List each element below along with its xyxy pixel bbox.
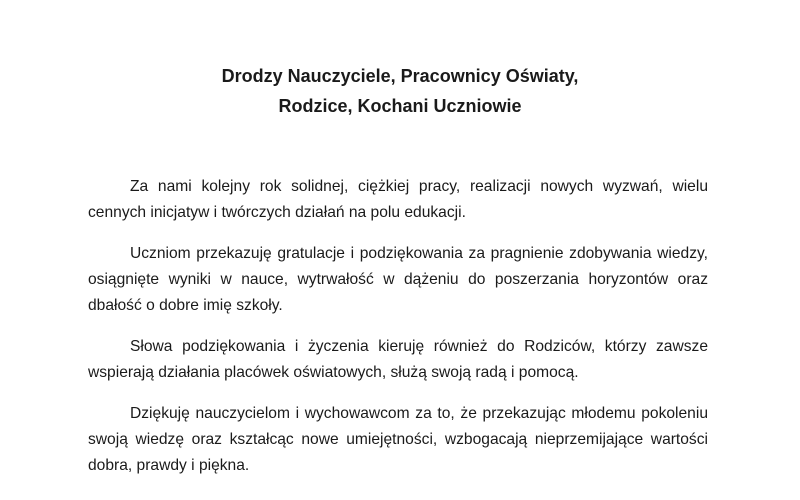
letter-body (88, 174, 708, 494)
letter-heading-line-1: Drodzy Nauczyciele, Pracownicy Oświaty, (221, 66, 579, 86)
paragraph-4: Dziękuję nauczycielom i wychowawcom za to, że przekazując młodemu pokoleniu swoją wiedzę oraz kształcąc nowe umiejętności, wzbogacają nieprzemijające wartości dobra, prawdy i piękna. (88, 405, 708, 474)
paragraph-3: Słowa podziękowania i życzenia kieruję również do Rodziców, którzy zawsze wspierają działania placówek oświatowych, służą swoją radą i pomocą. (88, 338, 708, 381)
paragraph-1: Za nami kolejny rok solidnej, ciężkiej pracy, realizacji nowych wyzwań, wielu cennych inicjatyw i twórczych działań na polu edukacji. (88, 178, 708, 221)
paragraph-2: Uczniom przekazuję gratulacje i podziękowania za pragnienie zdobywania wiedzy, osiągnięte wyniki w nauce, wytrwałość w dążeniu do poszerzania horyzontów oraz dbałość o dobre imię szkoły. (88, 245, 708, 314)
letter-heading-line-2: Rodzice, Kochani Uczniowie (278, 96, 522, 116)
